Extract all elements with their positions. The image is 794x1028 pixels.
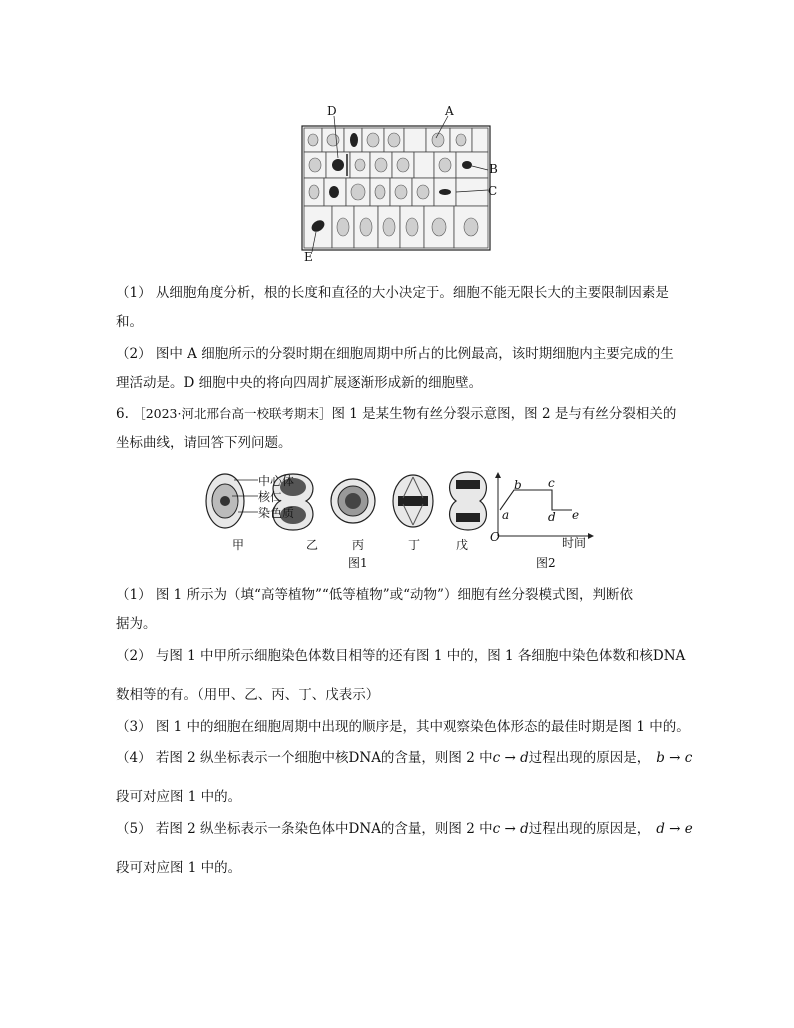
q6-source: ［2023·河北邢台高一校联考期末］ <box>133 406 332 421</box>
label-A: A <box>445 104 454 118</box>
q6-intro-line1 <box>116 405 676 423</box>
label-E: E <box>304 250 313 264</box>
cell-name-ding: 丁 <box>408 538 421 552</box>
callout-chromatin: 染色质 <box>258 506 295 520</box>
label-D: D <box>327 104 337 118</box>
q6-sub2-line2: 数相等的有。（用甲、乙、丙、丁、戊表示） <box>116 687 380 703</box>
figure-1 <box>198 468 488 573</box>
q6-sub5-math-cd: c → d <box>492 821 529 837</box>
cell-name-bing: 丙 <box>352 538 365 552</box>
figure-1-caption: 图1 <box>348 556 368 570</box>
q6-sub4-line2: 段可对应图 1 中的。 <box>116 789 242 805</box>
fig2-point-a: a <box>502 508 510 522</box>
q6-sub3: （3） 图 1 中的细胞在细胞周期中出现的顺序是，其中观察染色体形态的最佳时期是图 1 中的。 <box>116 719 690 735</box>
q6-sub5-line1 <box>116 820 693 838</box>
fig2-point-e: e <box>572 508 580 522</box>
label-C: C <box>488 184 498 198</box>
q6-sub4-math-cd: c → d <box>492 750 529 766</box>
fig2-point-c: c <box>548 476 555 490</box>
prev-q1-line2: 和。 <box>116 314 143 330</box>
fig2-origin: O <box>490 530 500 544</box>
q6-sub4-text-b: 过程出现的原因是， <box>528 750 651 766</box>
label-B: B <box>489 162 498 176</box>
cell-name-yi: 乙 <box>306 538 319 552</box>
q6-sub5-text-b: 过程出现的原因是， <box>528 821 651 837</box>
cell-name-jia: 甲 <box>232 538 245 552</box>
callout-nucleolus: 核仁 <box>258 490 283 504</box>
q6-sub5-line2: 段可对应图 1 中的。 <box>116 860 242 876</box>
root-tip-micrograph <box>290 102 510 270</box>
q6-number: 6. <box>116 406 129 422</box>
figure-2 <box>488 470 598 575</box>
root-tip-figure <box>290 102 510 270</box>
fig2-point-b: b <box>514 478 522 492</box>
q6-sub5-text-a: （5） 若图 2 纵坐标表示一条染色体中DNA的含量，则图 2 中 <box>116 821 493 837</box>
q6-sub1-line1: （1） 图 1 所示为（填“高等植物”“低等植物”或“动物”）细胞有丝分裂模式图，判断依 <box>116 587 633 603</box>
fig2-point-d: d <box>548 510 556 524</box>
q6-sub1-line2: 据为。 <box>116 616 157 632</box>
prev-q1-line1: （1） 从细胞角度分析，根的长度和直径的大小决定于。细胞不能无限长大的主要限制因素是 <box>116 285 669 301</box>
q6-sub4-line1 <box>116 749 692 767</box>
q6-intro-text: 图 1 是某生物有丝分裂示意图，图 2 是与有丝分裂相关的 <box>331 406 677 422</box>
callout-centrosome: 中心体 <box>258 474 295 488</box>
q6-sub5-math-de: d → e <box>656 821 693 837</box>
q6-sub4-text-a: （4） 若图 2 纵坐标表示一个细胞中核DNA的含量，则图 2 中 <box>116 750 493 766</box>
q6-intro-line2: 坐标曲线，请回答下列问题。 <box>116 435 292 451</box>
q6-sub2-line1: （2） 与图 1 中甲所示细胞染色体数目相等的还有图 1 中的，图 1 各细胞中染色体数和核DNA <box>116 648 686 664</box>
figure-2-caption: 图2 <box>536 556 556 570</box>
q6-sub4-math-bc: b → c <box>656 750 693 766</box>
fig2-x-axis-label: 时间 <box>562 536 587 550</box>
prev-q2-line2: 理活动是。D 细胞中央的将向四周扩展逐渐形成新的细胞壁。 <box>116 375 483 391</box>
cell-name-wu: 戊 <box>456 538 469 552</box>
prev-q2-line1: （2） 图中 A 细胞所示的分裂时期在细胞周期中所占的比例最高，该时期细胞内主要完成的生 <box>116 346 674 362</box>
